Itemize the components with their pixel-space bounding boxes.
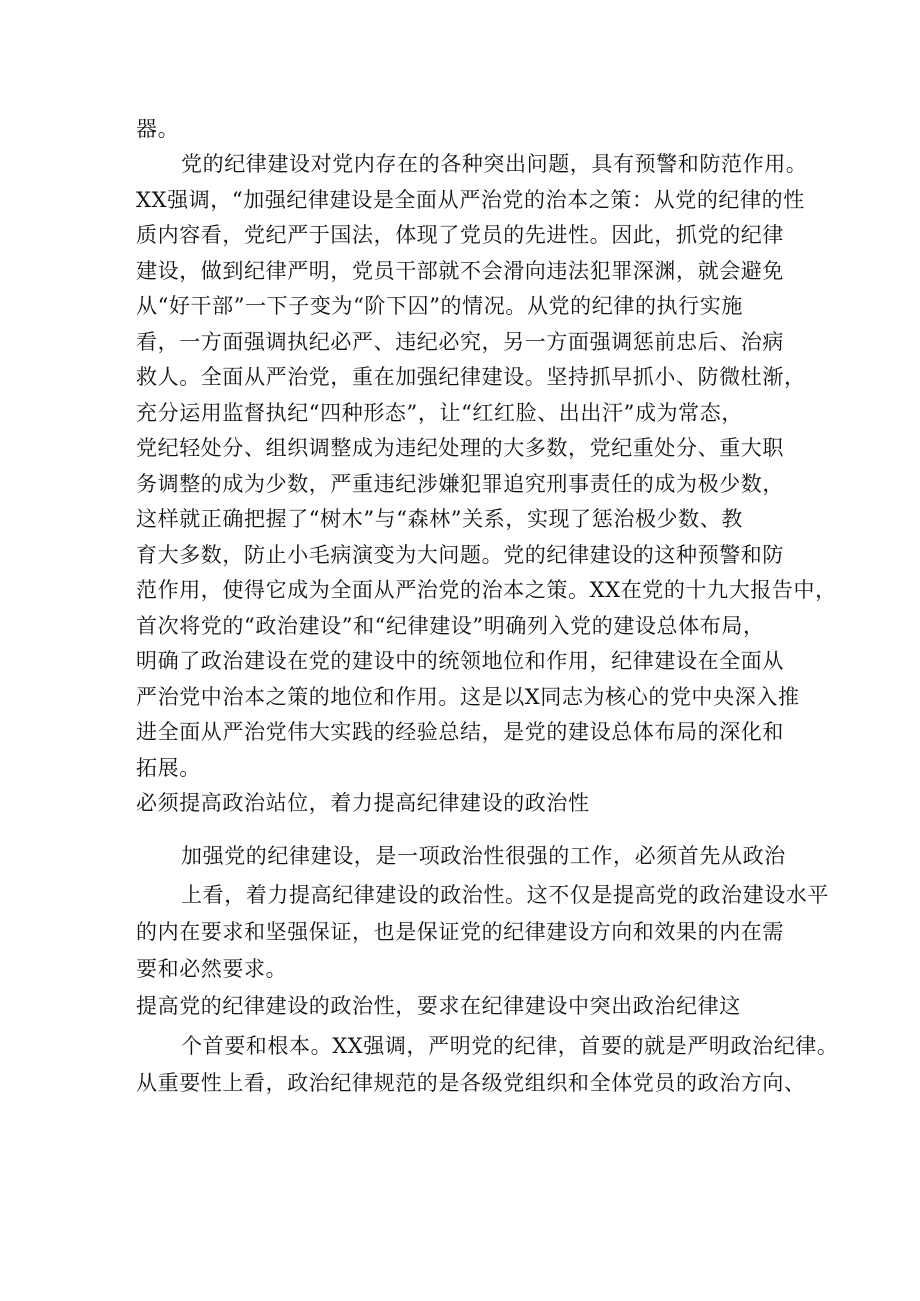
text-line: 这样就正确把握了“树木”与“森林”关系，实现了惩治极少数、教 xyxy=(136,507,743,531)
text-line: 要和必然要求。 xyxy=(136,957,288,981)
text-line: 看，一方面强调执纪必严、违纪必究，另一方面强调惩前忠后、治病 xyxy=(136,330,784,354)
section-heading: 加强党的纪律建设，是一项政治性很强的工作，必须首先从政治 xyxy=(181,844,786,868)
paragraph-start: 上看，着力提高纪律建设的政治性。这不仅是提高党的政治建设水平 xyxy=(181,883,829,907)
text-line: 务调整的成为少数，严重违纪涉嫌犯罪追究刑事责任的成为极少数， xyxy=(136,472,784,496)
text-line: 必须提高政治站位，着力提高纪律建设的政治性 xyxy=(136,791,590,815)
text-line: 器。 xyxy=(136,117,180,141)
text-line: 充分运用监督执纪“四种形态”，让“红红脸、出出汗”成为常态， xyxy=(136,401,743,425)
paragraph-start: 党的纪律建设对党内存在的各种突出问题，具有预警和防范作用。 xyxy=(181,152,808,176)
text-line: 范作用，使得它成为全面从严治党的治本之策。XX在党的十九大报告中， xyxy=(136,578,837,602)
text-line: XX强调，“加强纪律建设是全面从严治党的治本之策：从党的纪律的性 xyxy=(136,188,805,212)
text-line: 从重要性上看，政治纪律规范的是各级党组织和全体党员的政治方向、 xyxy=(136,1071,806,1095)
text-line: 提高党的纪律建设的政治性，要求在纪律建设中突出政治纪律这 xyxy=(136,994,741,1018)
text-line: 严治党中治本之策的地位和作用。这是以X同志为核心的党中央深入推 xyxy=(136,685,800,709)
text-line: 建设，做到纪律严明，党员干部就不会滑向违法犯罪深渊，就会避免 xyxy=(136,259,784,283)
text-line: 首次将党的“政治建设”和“纪律建设”明确列入党的建设总体布局， xyxy=(136,614,765,638)
text-line: 的内在要求和坚强保证，也是保证党的纪律建设方向和效果的内在需 xyxy=(136,920,784,944)
text-line: 党纪轻处分、组织调整成为违纪处理的大多数，党纪重处分、重大职 xyxy=(136,436,784,460)
paragraph-start: 个首要和根本。XX强调，严明党的纪律，首要的就是严明政治纪律。 xyxy=(181,1034,839,1058)
text-line: 救人。全面从严治党，重在加强纪律建设。坚持抓早抓小、防微杜渐， xyxy=(136,365,806,389)
text-line: 拓展。 xyxy=(136,756,201,780)
text-line: 育大多数，防止小毛病演变为大问题。党的纪律建设的这种预警和防 xyxy=(136,543,784,567)
text-line: 进全面从严治党伟大实践的经验总结，是党的建设总体布局的深化和 xyxy=(136,720,784,744)
text-line: 从“好干部”一下子变为“阶下囚”的情况。从党的纪律的执行实施 xyxy=(136,294,743,318)
text-line: 明确了政治建设在党的建设中的统领地位和作用，纪律建设在全面从 xyxy=(136,649,784,673)
text-line: 质内容看，党纪严于国法，体现了党员的先进性。因此，抓党的纪律 xyxy=(136,223,784,247)
